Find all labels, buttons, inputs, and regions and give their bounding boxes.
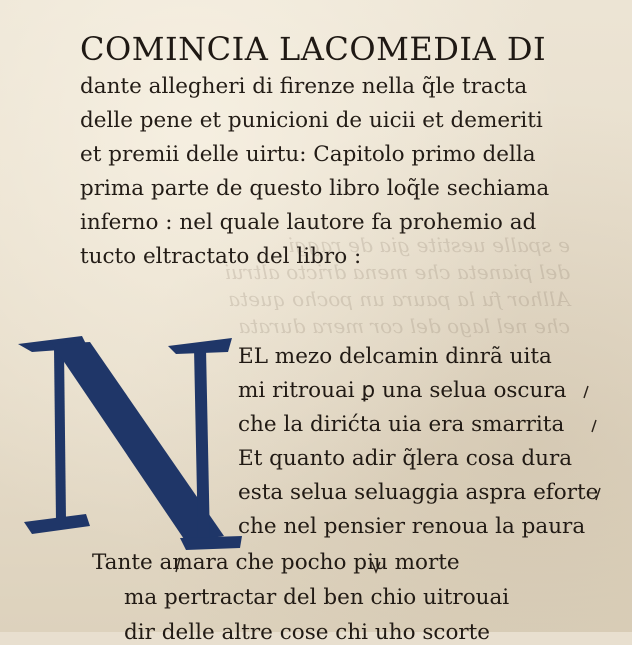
rubric-line: tucto eltractato del libro : bbox=[80, 244, 362, 269]
rubric-line: et premii delle uirtu: Capitolo primo della bbox=[80, 142, 536, 167]
bleed-through-text: e spalle uestite gia de raggi del pianeta che mena dricto altrui Allhor fu la paura un pocho queta che nel lago del cor mera durata bbox=[224, 233, 570, 338]
verse-line: ma pertractar del ben chio uitrouai bbox=[124, 585, 510, 610]
incipit-heading: COMINCIA LACOMEDIA DI bbox=[80, 30, 547, 68]
verse-line: Tante amara che pocho piu morte bbox=[92, 550, 460, 575]
verse-line: dir delle altre cose chi uho scorte bbox=[124, 620, 491, 645]
verse-line: EL mezo delcamin dinrã uita bbox=[238, 344, 552, 369]
verse-line: che la dirićta uia era smarrita bbox=[238, 412, 565, 437]
verse-line: che nel pensier renoua la paura bbox=[238, 514, 586, 539]
rubric-line: dante allegheri di firenze nella q̃le tracta bbox=[80, 74, 528, 99]
verse-line: esta selua seluaggia aspra eforte bbox=[238, 480, 599, 505]
rubric-line: delle pene et punicioni de uicii et demeriti bbox=[80, 108, 543, 133]
verse-line: mi ritrouai ꝑ una selua oscura bbox=[238, 378, 567, 403]
rubric-line: inferno : nel quale lautore fa prohemio ad bbox=[80, 210, 537, 235]
verse-line: Et quanto adir q̃lera cosa dura bbox=[238, 446, 573, 471]
rubric-line: prima parte de questo libro loq̃le sechiama bbox=[80, 176, 550, 201]
decorated-initial-n bbox=[18, 330, 243, 555]
margin-tick-mark bbox=[584, 386, 588, 398]
margin-tick-mark bbox=[592, 420, 596, 432]
rubric-block bbox=[80, 70, 549, 274]
